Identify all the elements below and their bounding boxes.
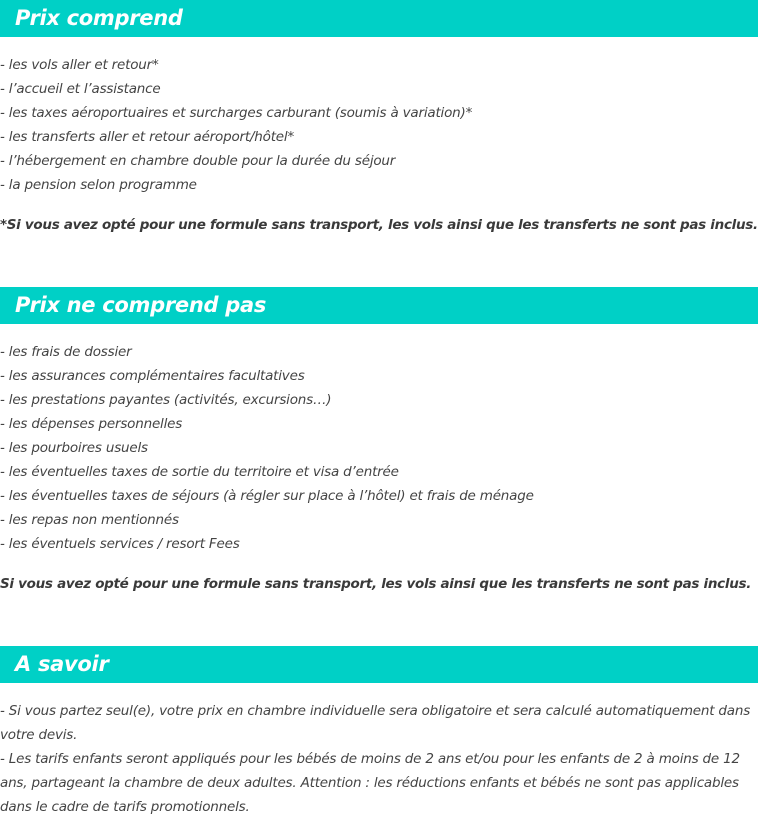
- section-title-info: A savoir: [15, 652, 109, 676]
- list-item: - l’accueil et l’assistance: [0, 81, 161, 97]
- list-item: - les éventuelles taxes de séjours (à régler sur place à l’hôtel) et frais de ménage: [0, 488, 534, 504]
- list-item: - les éventuels services / resort Fees: [0, 536, 240, 552]
- section-title-excluded: Prix ne comprend pas: [15, 293, 267, 317]
- list-item: - les frais de dossier: [0, 344, 132, 360]
- info-paragraph: - Si vous partez seul(e), votre prix en chambre individuelle sera obligatoire et sera calculé automatiquement dans votre devis.: [0, 703, 751, 743]
- info-paragraph: - Les tarifs enfants seront appliqués pour les bébés de moins de 2 ans et/ou pour les enfants de 2 à moins de 12 ans, partageant la chambre de deux adultes. Attention : les réductions enfants et bébés ne sont pas applicables dans le cadre de tarifs promotionnels.: [0, 751, 740, 815]
- list-item: - les pourboires usuels: [0, 440, 148, 456]
- section-header-info: [0, 646, 758, 683]
- list-item: - les vols aller et retour*: [0, 57, 159, 73]
- list-item: - les transferts aller et retour aéroport/hôtel*: [0, 129, 295, 145]
- list-item: - les assurances complémentaires facultatives: [0, 368, 305, 384]
- section-header-included: [0, 0, 758, 37]
- included-list: [0, 53, 758, 197]
- list-item: - les repas non mentionnés: [0, 512, 179, 528]
- section-title-included: Prix comprend: [15, 6, 183, 30]
- list-item: - les prestations payantes (activités, excursions…): [0, 392, 332, 408]
- list-item: - l’hébergement en chambre double pour la durée du séjour: [0, 153, 396, 169]
- included-note: *Si vous avez opté pour une formule sans transport, les vols ainsi que les transferts ne sont pas inclus.: [0, 217, 758, 233]
- list-item: - les taxes aéroportuaires et surcharges carburant (soumis à variation)*: [0, 105, 473, 121]
- section-header-excluded: [0, 287, 758, 324]
- excluded-list: [0, 340, 758, 556]
- list-item: - les éventuelles taxes de sortie du territoire et visa d’entrée: [0, 464, 399, 480]
- excluded-note: Si vous avez opté pour une formule sans transport, les vols ainsi que les transferts ne sont pas inclus.: [0, 576, 752, 592]
- list-item: - les dépenses personnelles: [0, 416, 183, 432]
- list-item: - la pension selon programme: [0, 177, 197, 193]
